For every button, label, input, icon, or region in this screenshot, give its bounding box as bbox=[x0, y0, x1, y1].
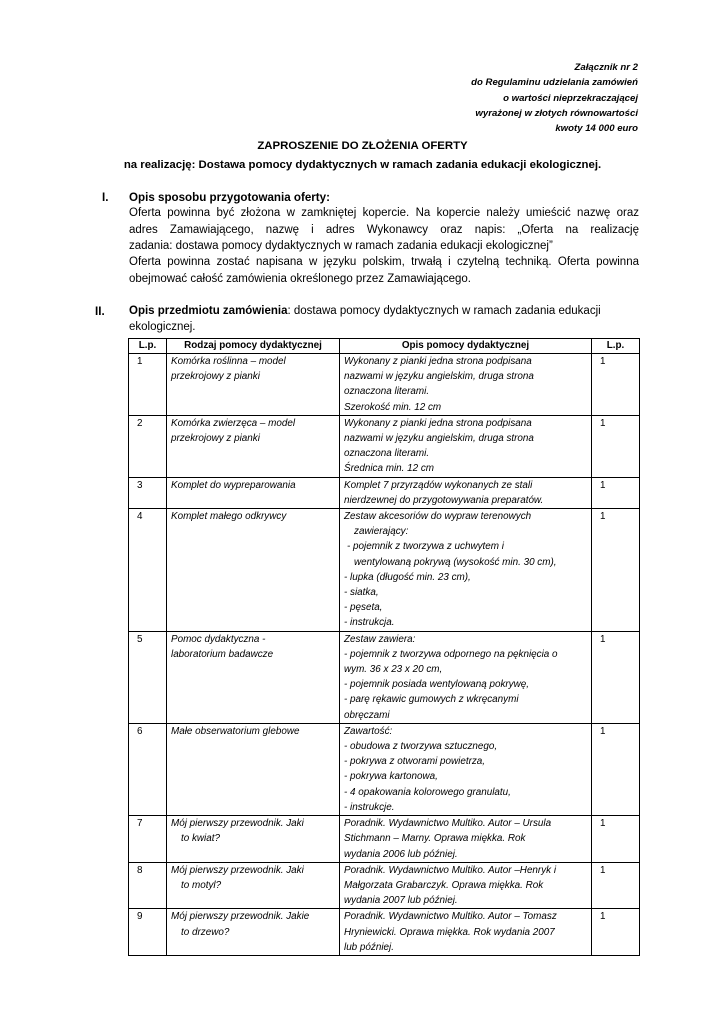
table-row bbox=[129, 477, 640, 508]
cell-name: Komórka roślinna – model przekrojowy z pianki bbox=[167, 354, 340, 416]
cell-description: Wykonany z pianki jedna strona podpisana nazwami w języku angielskim, druga strona oznaczona literami. Średnica min. 12 cm bbox=[340, 415, 592, 477]
column-header-lp: L.p. bbox=[129, 339, 167, 354]
table-row bbox=[129, 723, 640, 815]
items-table bbox=[128, 338, 640, 956]
annex-line: Załącznik nr 2 bbox=[574, 62, 638, 73]
cell-lp: 8 bbox=[129, 862, 167, 909]
document-subtitle: na realizację: Dostawa pomocy dydaktycznych w ramach zadania edukacji ekologicznej. bbox=[123, 159, 602, 171]
section-2-text-continued: ekologicznej. bbox=[129, 321, 196, 333]
table-row bbox=[129, 415, 640, 477]
cell-description: Poradnik. Wydawnictwo Multiko. Autor – Tomasz Hryniewicki. Oprawa miękka. Rok wydania 2007 lub później. bbox=[340, 909, 592, 956]
cell-name: Mój pierwszy przewodnik. Jaki to kwiat? bbox=[167, 816, 340, 863]
section-2-number: II. bbox=[95, 305, 105, 318]
table-row bbox=[129, 509, 640, 632]
cell-description: Komplet 7 przyrządów wykonanych ze stali nierdzewnej do przygotowywania preparatów. bbox=[340, 477, 592, 508]
table-row bbox=[129, 909, 640, 956]
cell-quantity: 1 bbox=[592, 354, 640, 416]
section-2-heading: Opis przedmiotu zamówienia bbox=[129, 305, 288, 317]
cell-quantity: 1 bbox=[592, 862, 640, 909]
annex-line: wyrażonej w złotych równowartości bbox=[475, 107, 638, 119]
section-1-number: I. bbox=[102, 191, 109, 204]
cell-lp: 2 bbox=[129, 415, 167, 477]
cell-description: Wykonany z pianki jedna strona podpisana nazwami w języku angielskim, druga strona oznaczona literami. Szerokość min. 12 cm bbox=[340, 354, 592, 416]
cell-description: Poradnik. Wydawnictwo Multiko. Autor –Henryk i Małgorzata Grabarczyk. Oprawa miękka. Rok wydania 2007 lub później. bbox=[340, 862, 592, 909]
annex-line: do Regulaminu udzielania zamówień bbox=[471, 77, 638, 89]
cell-name: Komplet do wypreparowania bbox=[167, 477, 340, 508]
cell-lp: 4 bbox=[129, 509, 167, 632]
cell-quantity: 1 bbox=[592, 909, 640, 956]
cell-quantity: 1 bbox=[592, 816, 640, 863]
table-header-row bbox=[129, 339, 640, 354]
cell-name: Komplet małego odkrywcy bbox=[167, 509, 340, 632]
cell-description: Zestaw akcesoriów do wypraw terenowych zawierający: - pojemnik z tworzywa z uchwytem i wentylowaną pokrywą (wysokość min. 30 cm), - lupka (długość min. 23 cm), - siatka, - pęseta, - instrukcja. bbox=[340, 509, 592, 632]
section-1-line: obejmować całość zamówienia określonego przez Zamawiającego. bbox=[129, 273, 471, 285]
annex-header bbox=[471, 60, 638, 136]
section-1-line: Oferta powinna zostać napisana w języku polskim, trwałą i czytelną techniką. Oferta powinna bbox=[129, 256, 639, 268]
section-1-line: zadania: dostawa pomocy dydaktycznych w ramach zadania edukacji ekologicznej” bbox=[129, 240, 553, 252]
cell-description: Zestaw zawiera: - pojemnik z tworzywa odpornego na pęknięcia o wym. 36 x 23 x 20 cm, - pojemnik posiada wentylowaną pokrywę, - parę rękawic gumowych z wkręcanymi obręczami bbox=[340, 631, 592, 723]
section-2-text: : dostawa pomocy dydaktycznych w ramach zadania edukacji bbox=[287, 305, 601, 317]
cell-quantity: 1 bbox=[592, 477, 640, 508]
section-1-line: Oferta powinna być złożona w zamkniętej kopercie. Na kopercie należy umieścić nazwę oraz bbox=[129, 207, 639, 219]
cell-name: Komórka zwierzęca – model przekrojowy z pianki bbox=[167, 415, 340, 477]
cell-name: Małe obserwatorium glebowe bbox=[167, 723, 340, 815]
cell-description: Poradnik. Wydawnictwo Multiko. Autor – Ursula Stichmann – Marny. Oprawa miękka. Rok wydania 2006 lub później. bbox=[340, 816, 592, 863]
table-row bbox=[129, 816, 640, 863]
cell-name: Mój pierwszy przewodnik. Jaki to motyl? bbox=[167, 862, 340, 909]
cell-lp: 1 bbox=[129, 354, 167, 416]
cell-quantity: 1 bbox=[592, 631, 640, 723]
table-row bbox=[129, 631, 640, 723]
annex-line: kwoty 14 000 euro bbox=[555, 123, 638, 135]
cell-lp: 7 bbox=[129, 816, 167, 863]
table-row bbox=[129, 862, 640, 909]
cell-lp: 3 bbox=[129, 477, 167, 508]
cell-lp: 5 bbox=[129, 631, 167, 723]
cell-quantity: 1 bbox=[592, 415, 640, 477]
document-title: ZAPROSZENIE DO ZŁOŻENIA OFERTY bbox=[257, 140, 468, 152]
column-header-description: Opis pomocy dydaktycznej bbox=[340, 339, 592, 354]
section-1-line: adres Zamawiającego, nazwę i adres Wykonawcy oraz napis: „Oferta na realizację bbox=[129, 224, 639, 236]
cell-description: Zawartość: - obudowa z tworzywa sztucznego, - pokrywa z otworami powietrza, - pokrywa kartonowa, - 4 opakowania kolorowego granulatu, - instrukcje. bbox=[340, 723, 592, 815]
cell-quantity: 1 bbox=[592, 509, 640, 632]
cell-name: Pomoc dydaktyczna - laboratorium badawcze bbox=[167, 631, 340, 723]
table-row bbox=[129, 354, 640, 416]
section-2-intro bbox=[129, 305, 639, 317]
column-header-type: Rodzaj pomocy dydaktycznej bbox=[167, 339, 340, 354]
cell-name: Mój pierwszy przewodnik. Jakie to drzewo? bbox=[167, 909, 340, 956]
column-header-quantity: L.p. bbox=[592, 339, 640, 354]
cell-lp: 6 bbox=[129, 723, 167, 815]
cell-lp: 9 bbox=[129, 909, 167, 956]
annex-line: o wartości nieprzekraczającej bbox=[503, 92, 638, 104]
section-1-heading: Opis sposobu przygotowania oferty: bbox=[129, 191, 330, 204]
cell-quantity: 1 bbox=[592, 723, 640, 815]
